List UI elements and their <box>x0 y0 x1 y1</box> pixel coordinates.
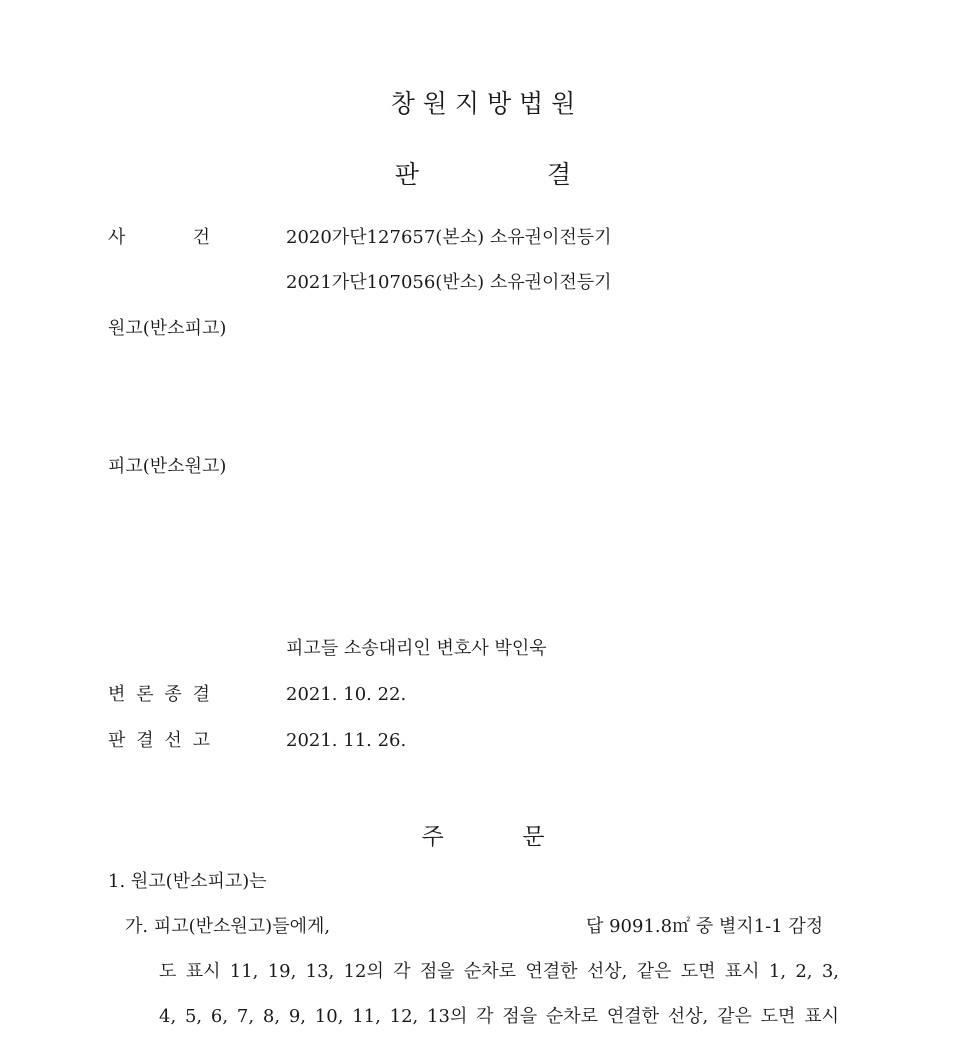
order-text-line-2 <box>159 960 839 984</box>
document-type-right: 결 <box>546 160 572 189</box>
order-line-2-text: 도 표시 11, 19, 13, 12의 각 점을 순차로 연결한 선상, 같은 도면 표시 1, 2, 3, <box>159 961 839 982</box>
judgment-date-label: 판 결 선 고 <box>108 730 210 751</box>
court-name: 창 원 지 방 법 원 <box>390 89 576 118</box>
defendant-counsel: 피고들 소송대리인 변호사 박인욱 <box>286 638 547 659</box>
order-item-1: 1. 원고(반소피고)는 <box>108 871 267 892</box>
case-label: 사 건 <box>108 227 210 248</box>
closing-argument-date: 2021. 10. 22. <box>286 684 407 705</box>
judgment-label-row <box>108 729 210 753</box>
judgment-date: 2021. 11. 26. <box>286 730 407 751</box>
order-item-1-ga: 가. 피고(반소원고)들에게, <box>125 916 331 937</box>
order-line-3-text: 4, 5, 6, 7, 8, 9, 10, 11, 12, 13의 각 점을 순차로 연결한 선상, 같은 도면 표시 <box>159 1006 839 1027</box>
document-type <box>0 155 966 191</box>
plaintiff-label: 원고(반소피고) <box>108 318 227 339</box>
defendant-label: 피고(반소원고) <box>108 456 227 477</box>
order-heading-left: 주 <box>421 824 444 850</box>
order-heading-right: 문 <box>522 824 545 850</box>
order-text-line-3 <box>159 1005 839 1029</box>
document-type-left: 판 <box>394 160 420 189</box>
case-entry-1: 2020가단127657(본소) 소유권이전등기 <box>286 227 612 248</box>
case-label-row <box>108 226 210 250</box>
order-heading <box>0 818 966 851</box>
closing-argument-label: 변 론 종 결 <box>108 684 210 705</box>
case-entry-2: 2021가단107056(반소) 소유권이전등기 <box>286 272 612 293</box>
order-item-1-ga-tail: 답 9091.8㎡ 중 별지1-1 감정 <box>586 916 824 937</box>
closing-label-row <box>108 683 210 707</box>
